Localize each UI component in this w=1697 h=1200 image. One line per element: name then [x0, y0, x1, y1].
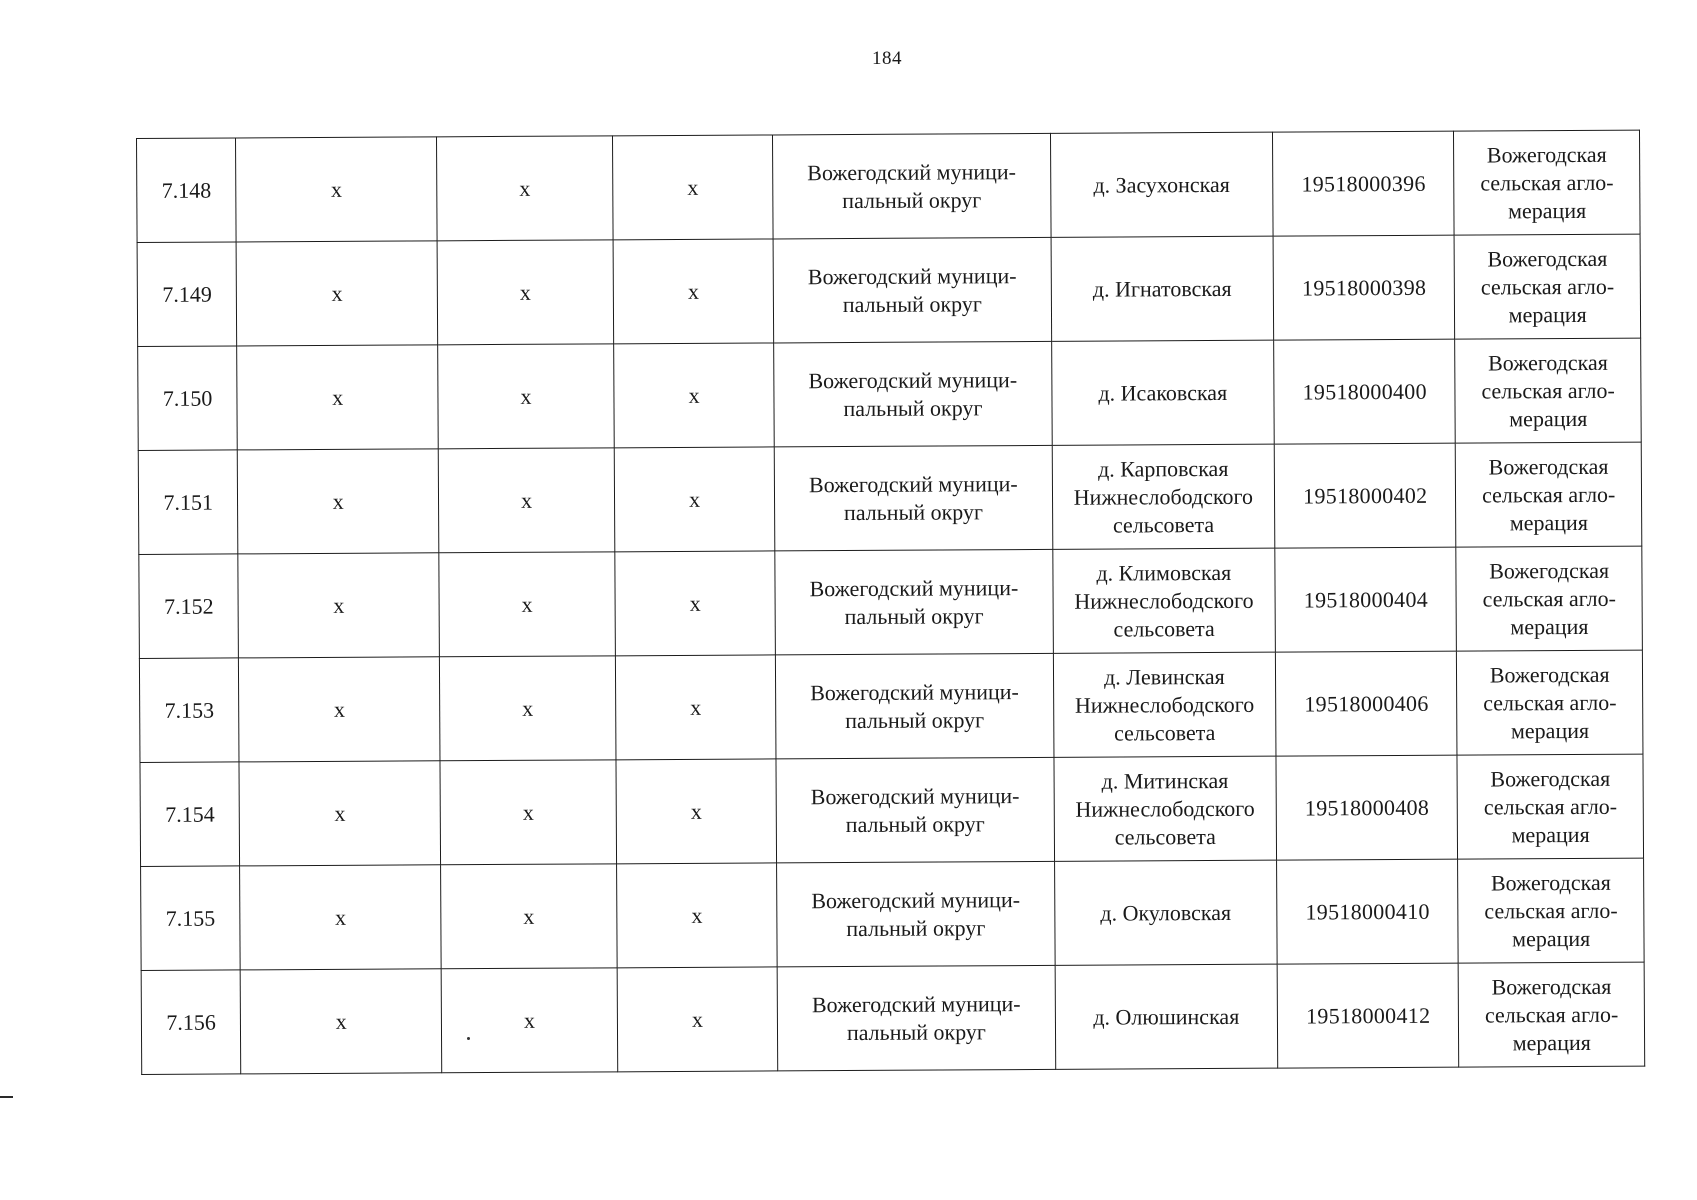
- cell-x-mark-col3: x: [440, 760, 616, 865]
- cell-agglomeration: Вожегодская сельская агло- мерация: [1454, 130, 1640, 235]
- cell-x-mark-col4: x: [613, 239, 774, 344]
- cell-agglomeration: Вожегодская сельская агло- мерация: [1456, 546, 1642, 651]
- cell-oktmo-code: 19518000406: [1276, 651, 1458, 756]
- cell-row-number: 7.155: [141, 866, 241, 971]
- margin-mark: [0, 1096, 13, 1098]
- table-row: [137, 234, 1641, 346]
- table-row: [141, 858, 1645, 970]
- cell-x-mark-col2: x: [239, 761, 440, 866]
- table-row: [140, 754, 1644, 866]
- cell-x-mark-col4: x: [617, 967, 778, 1072]
- cell-oktmo-code: 19518000398: [1273, 235, 1455, 340]
- table-row: [138, 338, 1642, 450]
- cell-x-mark-col3: x: [438, 344, 614, 449]
- cell-agglomeration: Вожегодская сельская агло- мерация: [1454, 234, 1640, 339]
- cell-oktmo-code: 19518000408: [1276, 755, 1458, 860]
- cell-x-mark-col4: x: [616, 759, 777, 864]
- cell-row-number: 7.148: [137, 138, 237, 243]
- cell-x-mark-col4: x: [614, 343, 775, 448]
- cell-settlement-name: д. Левинская Нижнеслободского сельсовета: [1053, 652, 1276, 757]
- cell-x-mark-col2: x: [237, 345, 438, 450]
- cell-oktmo-code: 19518000410: [1277, 859, 1459, 964]
- cell-oktmo-code: 19518000412: [1277, 963, 1459, 1068]
- cell-oktmo-code: 19518000396: [1273, 131, 1455, 236]
- cell-row-number: 7.150: [138, 346, 238, 451]
- cell-x-mark-col2: x: [239, 657, 440, 762]
- cell-agglomeration: Вожегодская сельская агло- мерация: [1457, 650, 1643, 755]
- cell-x-mark-col3: x: [441, 968, 617, 1073]
- cell-agglomeration: Вожегодская сельская агло- мерация: [1458, 858, 1644, 963]
- cell-agglomeration: Вожегодская сельская агло- мерация: [1456, 442, 1642, 547]
- cell-municipal-district: Вожегодский муници- пальный округ: [773, 133, 1051, 239]
- cell-x-mark-col2: x: [240, 865, 441, 970]
- cell-x-mark-col2: x: [236, 241, 437, 346]
- cell-settlement-name: д. Климовская Нижнеслободского сельсовета: [1052, 548, 1275, 653]
- cell-row-number: 7.149: [137, 242, 237, 347]
- cell-settlement-name: д. Засухонская: [1050, 132, 1273, 237]
- cell-oktmo-code: 19518000400: [1274, 339, 1456, 444]
- cell-x-mark-col3: x: [440, 656, 616, 761]
- cell-row-number: 7.156: [141, 970, 241, 1075]
- cell-x-mark-col2: x: [240, 969, 441, 1074]
- cell-settlement-name: д. Митинская Нижнеслободского сельсовета: [1054, 756, 1277, 861]
- cell-agglomeration: Вожегодская сельская агло- мерация: [1455, 338, 1641, 443]
- cell-x-mark-col4: x: [615, 655, 776, 760]
- cell-settlement-name: д. Окуловская: [1054, 860, 1277, 965]
- cell-settlement-name: д. Карповская Нижнеслободского сельсовета: [1052, 444, 1275, 549]
- cell-municipal-district: Вожегодский муници- пальный округ: [776, 653, 1054, 759]
- cell-settlement-name: д. Исаковская: [1051, 340, 1274, 445]
- cell-row-number: 7.151: [138, 450, 238, 555]
- cell-municipal-district: Вожегодский муници- пальный округ: [777, 965, 1055, 1071]
- cell-agglomeration: Вожегодская сельская агло- мерация: [1459, 962, 1645, 1067]
- cell-x-mark-col4: x: [616, 863, 777, 968]
- cell-municipal-district: Вожегодский муници- пальный округ: [777, 861, 1055, 967]
- cell-x-mark-col3: x: [439, 552, 615, 657]
- scan-speck: [467, 1037, 470, 1040]
- cell-municipal-district: Вожегодский муници- пальный округ: [775, 549, 1053, 655]
- cell-oktmo-code: 19518000402: [1274, 443, 1456, 548]
- cell-x-mark-col3: x: [441, 864, 617, 969]
- cell-x-mark-col2: x: [236, 137, 437, 242]
- cell-municipal-district: Вожегодский муници- пальный округ: [773, 237, 1051, 343]
- cell-x-mark-col4: x: [615, 551, 776, 656]
- cell-municipal-district: Вожегодский муници- пальный округ: [774, 341, 1052, 447]
- cell-x-mark-col2: x: [238, 449, 439, 554]
- cell-x-mark-col4: x: [612, 135, 773, 240]
- settlements-table: [136, 130, 1645, 1075]
- cell-row-number: 7.153: [139, 658, 239, 763]
- cell-municipal-district: Вожегодский муници- пальный округ: [775, 445, 1053, 551]
- cell-x-mark-col3: x: [437, 136, 613, 241]
- table-row: [139, 650, 1643, 762]
- cell-x-mark-col3: x: [437, 240, 613, 345]
- cell-agglomeration: Вожегодская сельская агло- мерация: [1457, 754, 1643, 859]
- cell-row-number: 7.152: [139, 554, 239, 659]
- cell-settlement-name: д. Игнатовская: [1051, 236, 1274, 341]
- cell-x-mark-col3: x: [438, 448, 614, 553]
- cell-row-number: 7.154: [140, 762, 240, 867]
- table-row: [139, 546, 1643, 658]
- cell-oktmo-code: 19518000404: [1275, 547, 1457, 652]
- cell-settlement-name: д. Олюшинская: [1055, 964, 1278, 1069]
- cell-x-mark-col4: x: [614, 447, 775, 552]
- table-container: [136, 130, 1645, 1075]
- table-row: [141, 962, 1645, 1074]
- cell-municipal-district: Вожегодский муници- пальный округ: [776, 757, 1054, 863]
- cell-x-mark-col2: x: [238, 553, 439, 658]
- page-number: 184: [872, 48, 902, 69]
- table-body: [137, 130, 1645, 1074]
- table-row: [138, 442, 1642, 554]
- table-row: [137, 130, 1641, 242]
